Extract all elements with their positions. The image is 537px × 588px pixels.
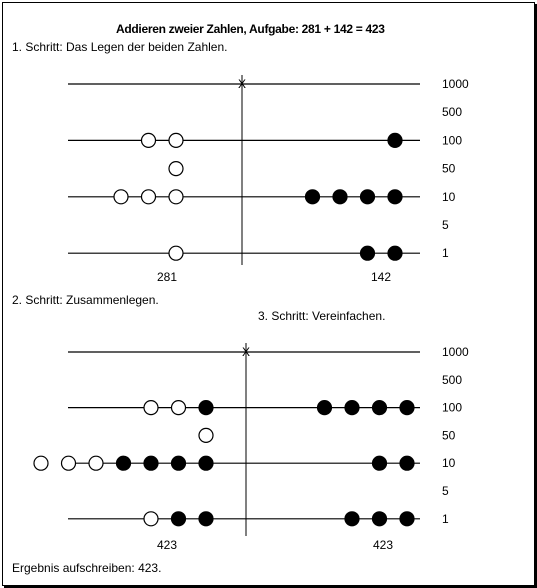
diagram-2-token-left-100-2 bbox=[172, 401, 186, 415]
diagram-2-level-label-50: 50 bbox=[442, 428, 456, 443]
step-1-caption: 1. Schritt: Das Legen der beiden Zahlen. bbox=[12, 40, 228, 54]
diagram-2-token-right-1-3 bbox=[400, 512, 414, 526]
diagram-1-token-left-10-2 bbox=[142, 190, 156, 204]
diagram-2-token-right-10-1 bbox=[373, 456, 387, 470]
diagram-2-token-left-1-1 bbox=[144, 512, 158, 526]
figure-title: Addieren zweier Zahlen, Aufgabe: 281 + 142 = 423 bbox=[116, 22, 385, 36]
diagram-1-level-label-100: 100 bbox=[442, 133, 463, 148]
diagram-2-left-number: 423 bbox=[156, 538, 178, 552]
diagram-2-level-label-5: 5 bbox=[442, 484, 449, 498]
diagram-2-token-right-1-1 bbox=[345, 512, 359, 526]
diagram-1-level-label-50: 50 bbox=[442, 161, 456, 176]
result-caption: Ergebnis aufschreiben: 423. bbox=[12, 561, 162, 575]
diagram-2-level-label-1: 1 bbox=[442, 511, 449, 526]
diagram-1-level-label-10: 10 bbox=[442, 189, 456, 204]
diagram-2-level-label-1000: 1000 bbox=[442, 345, 469, 359]
step-3-caption: 3. Schritt: Vereinfachen. bbox=[258, 309, 386, 323]
diagram-2-token-left-1-2 bbox=[172, 512, 186, 526]
diagram-1-token-left-1-1 bbox=[169, 246, 183, 260]
diagram-1-level-label-1: 1 bbox=[442, 246, 449, 261]
diagram-2-axis-marker: X bbox=[241, 345, 251, 359]
diagram-1-token-right-100-1 bbox=[388, 133, 402, 147]
diagram-1-token-right-10-2 bbox=[333, 190, 347, 204]
diagram-1-left-number: 281 bbox=[156, 270, 178, 284]
diagram-1-level-label-1000: 1000 bbox=[442, 77, 469, 91]
diagram-2-token-left-10-6 bbox=[172, 456, 186, 470]
diagram-2-right-number: 423 bbox=[372, 538, 394, 552]
diagram-1-axis-marker: X bbox=[237, 77, 247, 91]
diagram-1-token-left-50-1 bbox=[169, 162, 183, 176]
diagram-1-token-right-10-4 bbox=[388, 190, 402, 204]
diagram-1-token-left-100-1 bbox=[142, 133, 156, 147]
diagram-1-token-left-100-2 bbox=[169, 133, 183, 147]
diagram-2-token-left-10-2 bbox=[62, 456, 76, 470]
diagram-2-token-right-100-2 bbox=[345, 401, 359, 415]
diagram-2-token-left-10-4 bbox=[117, 456, 131, 470]
diagram-2-level-label-10: 10 bbox=[442, 456, 456, 471]
diagram-1-level-label-500: 500 bbox=[442, 105, 463, 120]
diagram-2-token-right-100-3 bbox=[373, 401, 387, 415]
diagram-1-token-right-10-1 bbox=[306, 190, 320, 204]
diagram-2-token-right-100-4 bbox=[400, 401, 414, 415]
diagram-2-level-label-100: 100 bbox=[442, 400, 463, 415]
diagram-2-level-label-500: 500 bbox=[442, 372, 463, 387]
diagram-2-token-right-10-2 bbox=[400, 456, 414, 470]
diagram-1-token-right-1-1 bbox=[361, 246, 375, 260]
diagram-2-token-right-1-2 bbox=[373, 512, 387, 526]
diagram-2-token-right-100-1 bbox=[318, 401, 332, 415]
diagram-2-token-left-100-3 bbox=[199, 401, 213, 415]
diagram-2-token-left-1-3 bbox=[199, 512, 213, 526]
diagram-1-level-label-5: 5 bbox=[442, 218, 449, 232]
diagram-2-token-left-10-5 bbox=[144, 456, 158, 470]
diagram-2-token-left-50-1 bbox=[199, 428, 213, 442]
diagram-1-token-left-10-1 bbox=[114, 190, 128, 204]
diagram-2-token-left-10-3 bbox=[89, 456, 103, 470]
diagram-2-token-left-100-1 bbox=[144, 401, 158, 415]
diagram-1-token-left-10-3 bbox=[169, 190, 183, 204]
diagram-2-token-left-10-1 bbox=[34, 456, 48, 470]
diagram-1-token-right-10-3 bbox=[361, 190, 375, 204]
diagram-1-right-number: 142 bbox=[370, 270, 392, 284]
step-2-caption: 2. Schritt: Zusammenlegen. bbox=[12, 293, 159, 307]
diagram-2-token-left-10-7 bbox=[199, 456, 213, 470]
diagram-1-token-right-1-2 bbox=[388, 246, 402, 260]
